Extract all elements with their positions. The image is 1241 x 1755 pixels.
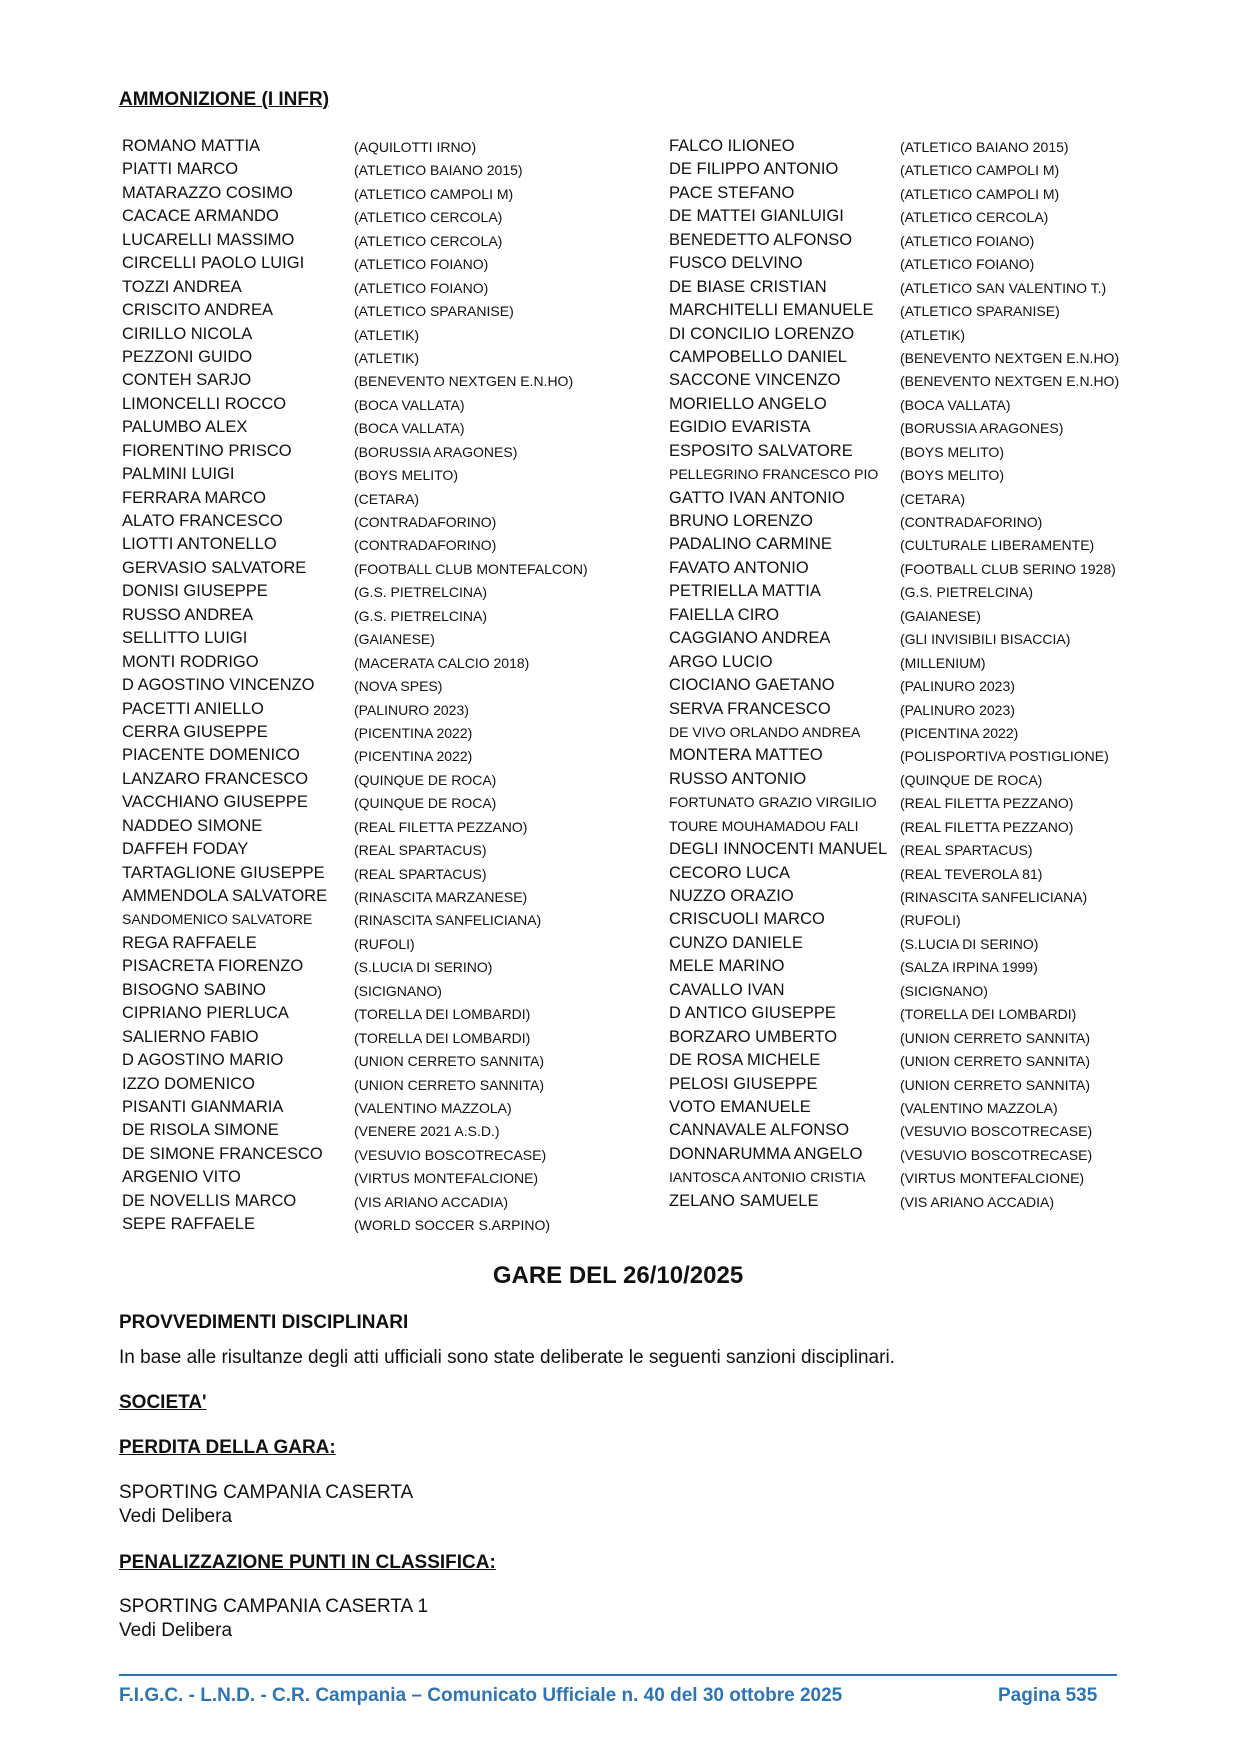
club-name: (VESUVIO BOSCOTRECASE)	[900, 1123, 1093, 1140]
player-name: DI CONCILIO LORENZO	[669, 324, 855, 343]
player-name: SALIERNO FABIO	[122, 1027, 259, 1046]
player-name: REGA RAFFAELE	[122, 933, 257, 952]
player-name: PACE STEFANO	[669, 183, 795, 202]
player-name: MONTERA MATTEO	[669, 746, 823, 765]
club-name: (BOCA VALLATA)	[354, 420, 465, 437]
player-name: DE ROSA MICHELE	[669, 1051, 821, 1070]
player-name: PALUMBO ALEX	[122, 418, 248, 437]
player-name: BENEDETTO ALFONSO	[669, 230, 853, 249]
player-name: ARGENIO VITO	[122, 1168, 241, 1187]
player-name: ARGO LUCIO	[669, 652, 773, 671]
club-name: (TORELLA DEI LOMBARDI)	[354, 1029, 531, 1046]
societa-heading: SOCIETA'	[119, 1392, 207, 1413]
club-name: (NOVA SPES)	[354, 678, 443, 695]
club-name: (TORELLA DEI LOMBARDI)	[900, 1006, 1077, 1023]
player-name: CANNAVALE ALFONSO	[669, 1121, 850, 1140]
club-name: (VIRTUS MONTEFALCIONE)	[900, 1170, 1085, 1187]
player-name: FERRARA MARCO	[122, 488, 266, 507]
club-name: (PICENTINA 2022)	[354, 724, 473, 741]
club-name: (ATLETICO FOIANO)	[900, 256, 1035, 273]
club-name: (RINASCITA SANFELICIANA)	[354, 912, 542, 929]
club-name: (BENEVENTO NEXTGEN E.N.HO)	[900, 349, 1120, 366]
club-name: (BOCA VALLATA)	[900, 396, 1011, 413]
club-name: (FOOTBALL CLUB SERINO 1928)	[900, 560, 1116, 577]
player-name: FAVATO ANTONIO	[669, 558, 809, 577]
footer-divider	[119, 1674, 1117, 1676]
player-name: FORTUNATO GRAZIO VIRGILIO	[669, 794, 877, 811]
player-name: DE SIMONE FRANCESCO	[122, 1144, 323, 1163]
player-name: PIACENTE DOMENICO	[122, 746, 300, 765]
player-name: DONISI GIUSEPPE	[122, 582, 268, 601]
player-name: ZELANO SAMUELE	[669, 1191, 819, 1210]
player-name: BISOGNO SABINO	[122, 980, 266, 999]
player-name: ESPOSITO SALVATORE	[669, 441, 853, 460]
club-name: (ATLETICO BAIANO 2015)	[354, 162, 523, 179]
player-name: DE BIASE CRISTIAN	[669, 277, 827, 296]
club-name: (VESUVIO BOSCOTRECASE)	[900, 1146, 1093, 1163]
player-name: PEZZONI GUIDO	[122, 347, 253, 366]
club-name: (UNION CERRETO SANNITA)	[354, 1053, 545, 1070]
player-name: MARCHITELLI EMANUELE	[669, 301, 874, 320]
player-name: SERVA FRANCESCO	[669, 699, 831, 718]
player-name: TOZZI ANDREA	[122, 277, 242, 296]
player-name: IZZO DOMENICO	[122, 1074, 255, 1093]
player-name: DONNARUMMA ANGELO	[669, 1144, 863, 1163]
club-name: (ATLETICO BAIANO 2015)	[900, 139, 1069, 155]
club-name: (SICIGNANO)	[354, 982, 442, 999]
club-name: (VALENTINO MAZZOLA)	[354, 1099, 512, 1116]
club-name: (GLI INVISIBILI BISACCIA)	[900, 631, 1071, 648]
club-name: (VALENTINO MAZZOLA)	[900, 1099, 1058, 1116]
player-name: PACETTI ANIELLO	[122, 699, 264, 718]
club-name: (ATLETICO CAMPOLI M)	[354, 185, 514, 202]
player-name: CERRA GIUSEPPE	[122, 722, 268, 741]
player-name: ALATO FRANCESCO	[122, 512, 283, 530]
club-name: (ATLETICO FOIANO)	[354, 279, 489, 296]
club-name: (BENEVENTO NEXTGEN E.N.HO)	[354, 373, 574, 390]
club-name: (SALZA IRPINA 1999)	[900, 959, 1038, 976]
club-name: (ATLETIK)	[354, 349, 420, 366]
player-name: CRISCUOLI MARCO	[669, 910, 825, 929]
player-name: VACCHIANO GIUSEPPE	[122, 793, 308, 812]
player-name: CIRCELLI PAOLO LUIGI	[122, 254, 305, 273]
provvedimenti-heading: PROVVEDIMENTI DISCIPLINARI	[119, 1312, 409, 1333]
player-name: PISANTI GIANMARIA	[122, 1097, 284, 1116]
player-name: DAFFEH FODAY	[122, 840, 249, 859]
club-name: (ATLETICO FOIANO)	[354, 256, 489, 273]
club-name: (CONTRADAFORINO)	[354, 514, 497, 530]
club-name: (PALINURO 2023)	[900, 701, 1015, 718]
player-name: SEPE RAFFAELE	[122, 1215, 255, 1234]
player-name: FAIELLA CIRO	[669, 605, 780, 624]
player-name: DE MATTEI GIANLUIGI	[669, 207, 844, 226]
player-name: PIATTI MARCO	[122, 160, 239, 179]
club-name: (UNION CERRETO SANNITA)	[900, 1029, 1091, 1046]
club-name: (CONTRADAFORINO)	[900, 514, 1043, 530]
club-name: (RUFOLI)	[900, 912, 961, 929]
player-name: DE VIVO ORLANDO ANDREA	[669, 723, 861, 740]
intro-paragraph: In base alle risultanze degli atti ufficiali sono state deliberate le seguenti sanzioni disciplinari.	[119, 1347, 895, 1368]
club-name: (PALINURO 2023)	[900, 678, 1015, 695]
player-name: GERVASIO SALVATORE	[122, 558, 307, 577]
player-name: CECORO LUCA	[669, 863, 791, 882]
section-title: AMMONIZIONE (I INFR)	[119, 89, 330, 110]
player-name: SACCONE VINCENZO	[669, 371, 841, 390]
player-name: NADDEO SIMONE	[122, 816, 263, 835]
club-name: (ATLETICO SPARANISE)	[354, 303, 514, 320]
player-name: LUCARELLI MASSIMO	[122, 230, 295, 249]
player-name: D AGOSTINO MARIO	[122, 1051, 284, 1070]
club-name: (MILLENIUM)	[900, 654, 986, 671]
perdita-note: Vedi Delibera	[119, 1506, 233, 1527]
club-name: (GAIANESE)	[900, 607, 981, 624]
perdita-heading: PERDITA DELLA GARA:	[119, 1437, 336, 1458]
footer-text: F.I.G.C. - L.N.D. - C.R. Campania – Comunicato Ufficiale n. 40 del 30 ottobre 2025	[119, 1685, 843, 1706]
player-name: D ANTICO GIUSEPPE	[669, 1004, 836, 1023]
player-name: RUSSO ANDREA	[122, 605, 254, 624]
club-name: (UNION CERRETO SANNITA)	[354, 1076, 545, 1093]
club-name: (SICIGNANO)	[900, 982, 988, 999]
player-name: ROMANO MATTIA	[122, 137, 261, 155]
club-name: (REAL FILETTA PEZZANO)	[900, 818, 1074, 835]
player-name: FALCO ILIONEO	[669, 137, 795, 155]
player-name: FIORENTINO PRISCO	[122, 441, 292, 460]
player-name: CACACE ARMANDO	[122, 207, 279, 226]
club-name: (REAL SPARTACUS)	[354, 865, 487, 882]
club-name: (VIRTUS MONTEFALCIONE)	[354, 1170, 539, 1187]
club-name: (ATLETIK)	[354, 326, 420, 343]
player-name: MONTI RODRIGO	[122, 652, 259, 671]
club-name: (RUFOLI)	[354, 935, 415, 952]
club-name: (REAL TEVEROLA 81)	[900, 865, 1043, 882]
club-name: (UNION CERRETO SANNITA)	[900, 1053, 1091, 1070]
club-name: (UNION CERRETO SANNITA)	[900, 1076, 1091, 1093]
penalizzazione-team: SPORTING CAMPANIA CASERTA 1	[119, 1596, 429, 1617]
club-name: (POLISPORTIVA POSTIGLIONE)	[900, 748, 1109, 765]
player-name: SELLITTO LUIGI	[122, 629, 248, 648]
player-name: PISACRETA FIORENZO	[122, 957, 304, 976]
player-name: TOURE MOUHAMADOU FALI	[669, 817, 859, 834]
club-name: (G.S. PIETRELCINA)	[354, 607, 488, 624]
player-name: VOTO EMANUELE	[669, 1097, 811, 1116]
club-name: (ATLETICO CERCOLA)	[354, 209, 503, 226]
page-number: Pagina 535	[998, 1685, 1098, 1706]
player-name: LIOTTI ANTONELLO	[122, 535, 277, 554]
player-name: PELOSI GIUSEPPE	[669, 1074, 818, 1093]
club-name: (REAL SPARTACUS)	[900, 842, 1033, 859]
club-name: (BENEVENTO NEXTGEN E.N.HO)	[900, 373, 1120, 390]
club-name: (BORUSSIA ARAGONES)	[354, 443, 518, 460]
player-name: CIPRIANO PIERLUCA	[122, 1004, 289, 1023]
club-name: (S.LUCIA DI SERINO)	[900, 935, 1039, 952]
club-name: (ATLETICO CAMPOLI M)	[900, 162, 1060, 179]
player-name: FUSCO DELVINO	[669, 254, 803, 273]
penalizzazione-heading: PENALIZZAZIONE PUNTI IN CLASSIFICA:	[119, 1552, 496, 1573]
club-name: (CONTRADAFORINO)	[354, 537, 497, 554]
club-name: (REAL FILETTA PEZZANO)	[354, 818, 528, 835]
player-name: BORZARO UMBERTO	[669, 1027, 838, 1046]
club-name: (ATLETICO CAMPOLI M)	[900, 185, 1060, 202]
player-name: SANDOMENICO SALVATORE	[122, 911, 313, 928]
player-name: CIRILLO NICOLA	[122, 324, 253, 343]
club-name: (RINASCITA MARZANESE)	[354, 889, 528, 905]
club-name: (VENERE 2021 A.S.D.)	[354, 1123, 500, 1140]
player-name: EGIDIO EVARISTA	[669, 418, 811, 437]
player-name: PETRIELLA MATTIA	[669, 582, 821, 601]
club-name: (G.S. PIETRELCINA)	[900, 584, 1034, 601]
player-name: CRISCITO ANDREA	[122, 301, 273, 320]
club-name: (QUINQUE DE ROCA)	[354, 795, 497, 812]
club-name: (BOYS MELITO)	[354, 467, 458, 484]
player-name: PELLEGRINO FRANCESCO PIO	[669, 466, 879, 483]
club-name: (TORELLA DEI LOMBARDI)	[354, 1006, 531, 1023]
player-name: MORIELLO ANGELO	[669, 394, 827, 413]
club-name: (ATLETICO SPARANISE)	[900, 303, 1060, 320]
player-name: MELE MARINO	[669, 957, 785, 976]
club-name: (G.S. PIETRELCINA)	[354, 584, 488, 601]
club-name: (VIS ARIANO ACCADIA)	[354, 1193, 509, 1210]
club-name: (BORUSSIA ARAGONES)	[900, 420, 1064, 437]
player-name: BRUNO LORENZO	[669, 512, 813, 530]
player-name: LANZARO FRANCESCO	[122, 769, 309, 788]
club-name: (VIS ARIANO ACCADIA)	[900, 1193, 1055, 1210]
club-name: (REAL SPARTACUS)	[354, 842, 487, 859]
club-name: (ATLETICO FOIANO)	[900, 232, 1035, 249]
club-name: (BOYS MELITO)	[900, 467, 1004, 484]
club-name: (PICENTINA 2022)	[900, 724, 1019, 741]
club-name: (CETARA)	[900, 490, 966, 507]
player-name: CAGGIANO ANDREA	[669, 629, 831, 648]
player-name: PADALINO CARMINE	[669, 535, 832, 554]
player-name: GATTO IVAN ANTONIO	[669, 488, 845, 507]
club-name: (CULTURALE LIBERAMENTE)	[900, 537, 1095, 554]
player-name: PALMINI LUIGI	[122, 465, 235, 484]
club-name: (ATLETICO SAN VALENTINO T.)	[900, 279, 1107, 296]
player-name: CIOCIANO GAETANO	[669, 676, 835, 695]
player-name: CAMPOBELLO DANIEL	[669, 347, 847, 366]
club-name: (PICENTINA 2022)	[354, 748, 473, 765]
club-name: (AQUILOTTI IRNO)	[354, 139, 477, 155]
player-name: DE RISOLA SIMONE	[122, 1121, 279, 1140]
club-name: (S.LUCIA DI SERINO)	[354, 959, 493, 976]
penalizzazione-note: Vedi Delibera	[119, 1620, 233, 1641]
club-name: (PALINURO 2023)	[354, 701, 469, 718]
club-name: (GAIANESE)	[354, 631, 435, 648]
club-name: (ATLETICO CERCOLA)	[900, 209, 1049, 226]
player-name: MATARAZZO COSIMO	[122, 183, 293, 202]
gare-title: GARE DEL 26/10/2025	[492, 1262, 744, 1289]
player-name: DE FILIPPO ANTONIO	[669, 160, 839, 179]
player-name: RUSSO ANTONIO	[669, 769, 807, 788]
player-name: CAVALLO IVAN	[669, 980, 785, 999]
player-name: TARTAGLIONE GIUSEPPE	[122, 863, 325, 882]
player-name: IANTOSCA ANTONIO CRISTIA	[669, 1169, 866, 1186]
club-name: (MACERATA CALCIO 2018)	[354, 654, 530, 671]
club-name: (ATLETIK)	[900, 326, 966, 343]
player-name: D AGOSTINO VINCENZO	[122, 676, 315, 695]
club-name: (ATLETICO CERCOLA)	[354, 232, 503, 249]
club-name: (QUINQUE DE ROCA)	[354, 771, 497, 788]
club-name: (VESUVIO BOSCOTRECASE)	[354, 1146, 547, 1163]
club-name: (RINASCITA SANFELICIANA)	[900, 889, 1088, 905]
club-name: (QUINQUE DE ROCA)	[900, 771, 1043, 788]
player-name: DEGLI INNOCENTI MANUEL	[669, 840, 888, 859]
club-name: (REAL FILETTA PEZZANO)	[900, 795, 1074, 812]
club-name: (CETARA)	[354, 490, 420, 507]
player-name: DE NOVELLIS MARCO	[122, 1191, 297, 1210]
player-name: CUNZO DANIELE	[669, 933, 803, 952]
club-name: (BOCA VALLATA)	[354, 396, 465, 413]
club-name: (FOOTBALL CLUB MONTEFALCON)	[354, 560, 588, 577]
club-name: (BOYS MELITO)	[900, 443, 1004, 460]
club-name: (WORLD SOCCER S.ARPINO)	[354, 1217, 551, 1234]
player-name: CONTEH SARJO	[122, 371, 252, 390]
perdita-team: SPORTING CAMPANIA CASERTA	[119, 1482, 414, 1503]
player-name: LIMONCELLI ROCCO	[122, 394, 287, 413]
player-name: AMMENDOLA SALVATORE	[122, 887, 328, 905]
player-name: NUZZO ORAZIO	[669, 887, 794, 905]
